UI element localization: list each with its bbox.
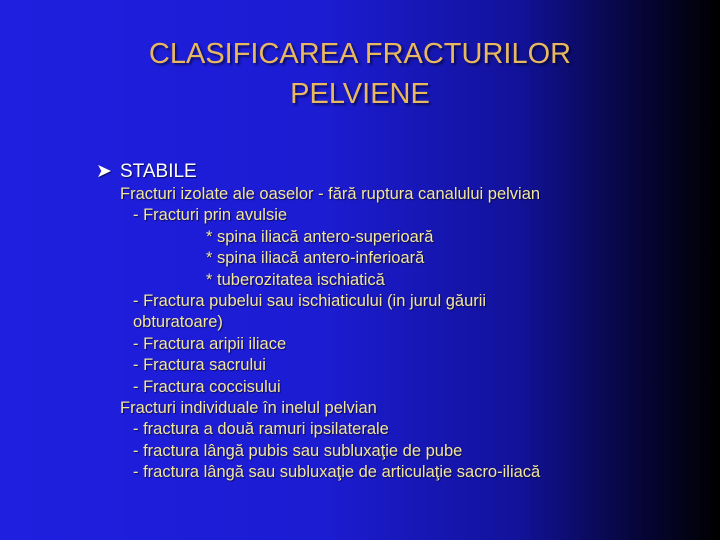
content-line: - fractura lângă sau subluxaţie de articulaţie sacro-iliacă — [133, 463, 541, 482]
slide-content — [96, 160, 540, 484]
slide-title-line-1: CLASIFICAREA FRACTURILOR — [148, 38, 572, 70]
content-line: - Fracturi prin avulsie — [133, 206, 288, 225]
content-line: obturatoare) — [133, 313, 223, 332]
content-line: * spina iliacă antero-inferioară — [206, 249, 425, 268]
content-line: Fracturi izolate ale oaselor - fără ruptura canalului pelvian — [120, 185, 541, 203]
content-line: - fractura lângă pubis sau subluxaţie de pube — [133, 441, 463, 460]
arrow-bullet-icon: ➤ — [96, 161, 112, 182]
content-line: - Fractura sacrului — [133, 356, 266, 375]
content-line: - Fractura pubelui sau ischiaticului (in jurul găurii — [133, 292, 487, 311]
content-line: - fractura a două ramuri ipsilaterale — [133, 420, 389, 439]
slide-title-line-2: PELVIENE — [290, 78, 430, 110]
content-line: - Fractura aripii iliace — [133, 334, 287, 353]
content-line: * spina iliacă antero-superioară — [206, 227, 434, 246]
content-line: Fracturi individuale în inelul pelvian — [120, 399, 377, 418]
content-line: - Fractura coccisului — [133, 377, 281, 396]
section-heading — [96, 160, 540, 184]
slide-title — [0, 34, 720, 114]
content-line: * tuberozitatea ischiatică — [206, 270, 385, 289]
section-heading-text: STABILE — [120, 161, 197, 182]
